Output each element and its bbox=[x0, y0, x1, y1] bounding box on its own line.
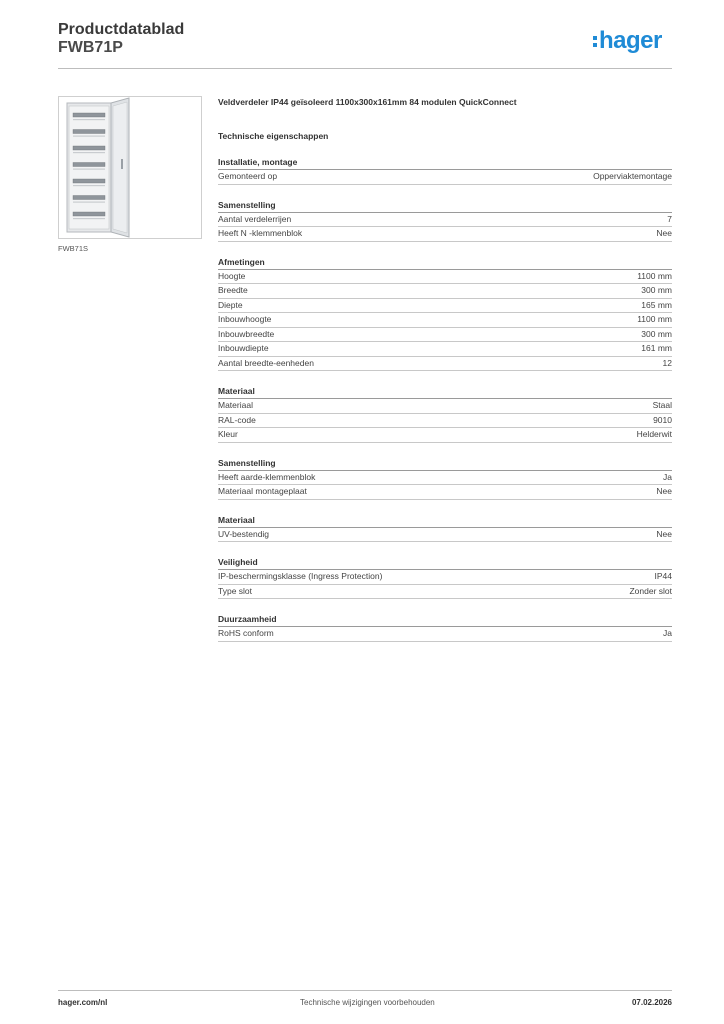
section-heading: Materiaal bbox=[218, 514, 672, 528]
spec-label: Diepte bbox=[218, 299, 243, 310]
spec-row bbox=[218, 342, 672, 357]
spec-value: Staal bbox=[652, 400, 672, 410]
spec-row bbox=[218, 313, 672, 328]
spec-row bbox=[218, 213, 672, 228]
spec-section bbox=[218, 613, 672, 642]
spec-row bbox=[218, 428, 672, 443]
spec-row bbox=[218, 270, 672, 285]
spec-row bbox=[218, 328, 672, 343]
spec-label: Aantal breedte-eenheden bbox=[218, 357, 314, 368]
spec-value: 1100 mm bbox=[637, 270, 672, 281]
spec-label: Breedte bbox=[218, 285, 248, 295]
spec-value: 7 bbox=[667, 213, 672, 224]
spec-section bbox=[218, 385, 672, 443]
spec-row bbox=[218, 627, 672, 642]
spec-label: UV-bestendig bbox=[218, 528, 270, 539]
spec-row bbox=[218, 399, 672, 414]
specs-title: Technische eigenschappen bbox=[218, 131, 329, 141]
spec-value: 1100 mm bbox=[637, 314, 672, 324]
spec-row bbox=[218, 471, 672, 486]
spec-row bbox=[218, 485, 672, 500]
spec-value: Nee bbox=[656, 228, 672, 238]
spec-value: 300 mm bbox=[641, 285, 672, 295]
product-image bbox=[58, 96, 202, 239]
section-heading: Veiligheid bbox=[218, 556, 672, 570]
section-heading: Installatie, montage bbox=[218, 156, 672, 170]
spec-value: Opperviaktemontage bbox=[593, 171, 672, 181]
spec-value: 165 mm bbox=[641, 299, 672, 310]
spec-label: Gemonteerd op bbox=[218, 171, 278, 181]
product-code: FWB71P bbox=[58, 39, 123, 56]
spec-label: Hoogte bbox=[218, 270, 246, 281]
spec-label: Materiaal bbox=[218, 400, 253, 410]
spec-label: Heeft aarde-klemmenblok bbox=[218, 471, 316, 482]
spec-label: IP-beschermingsklasse (Ingress Protection) bbox=[218, 571, 383, 581]
spec-row bbox=[218, 570, 672, 585]
spec-row bbox=[218, 528, 672, 543]
section-heading: Materiaal bbox=[218, 385, 672, 399]
spec-label: Materiaal montageplaat bbox=[218, 486, 307, 496]
spec-section bbox=[218, 156, 672, 185]
spec-section bbox=[218, 514, 672, 543]
spec-value: 12 bbox=[662, 357, 672, 368]
spec-value: 161 mm bbox=[641, 343, 672, 353]
spec-value: Helderwit bbox=[636, 429, 672, 439]
spec-row bbox=[218, 170, 672, 185]
spec-row bbox=[218, 414, 672, 429]
footer-divider bbox=[58, 990, 672, 991]
spec-section bbox=[218, 556, 672, 599]
header-divider bbox=[58, 68, 672, 69]
hager-logo bbox=[593, 28, 662, 54]
spec-section bbox=[218, 457, 672, 500]
spec-row bbox=[218, 585, 672, 600]
logo-text: hager bbox=[599, 27, 662, 54]
spec-row bbox=[218, 284, 672, 299]
spec-row bbox=[218, 299, 672, 314]
spec-row bbox=[218, 357, 672, 372]
spec-label: Heeft N -klemmenblok bbox=[218, 228, 303, 238]
spec-label: Inbouwdiepte bbox=[218, 343, 269, 353]
spec-label: Inbouwbreedte bbox=[218, 328, 275, 339]
footer-date: 07.02.2026 bbox=[631, 998, 672, 1007]
spec-value: 300 mm bbox=[641, 328, 672, 339]
spec-label: Inbouwhoogte bbox=[218, 314, 272, 324]
spec-value: IP44 bbox=[654, 571, 672, 581]
spec-label: Kleur bbox=[218, 429, 238, 439]
spec-sheet bbox=[218, 96, 672, 642]
page-title: Productdatablad bbox=[58, 21, 185, 38]
image-caption: FWB71S bbox=[58, 244, 89, 253]
spec-label: RoHS conform bbox=[218, 628, 274, 638]
section-heading: Samenstelling bbox=[218, 457, 672, 471]
section-heading: Duurzaamheid bbox=[218, 613, 672, 627]
section-heading: Afmetingen bbox=[218, 256, 672, 270]
spec-label: RAL-code bbox=[218, 414, 256, 425]
spec-value: Zonder slot bbox=[629, 585, 672, 596]
product-description: Veldverdeler IP44 geïsoleerd 1100x300x161mm 84 modulen QuickConnect bbox=[218, 97, 517, 107]
spec-value: Ja bbox=[663, 471, 672, 482]
spec-value: Nee bbox=[656, 486, 672, 496]
logo-dots-icon bbox=[593, 36, 597, 47]
footer-website[interactable]: hager.com/nl bbox=[58, 998, 108, 1007]
spec-value: Ja bbox=[663, 628, 672, 638]
spec-row bbox=[218, 227, 672, 242]
spec-label: Type slot bbox=[218, 585, 253, 596]
spec-value: Nee bbox=[656, 528, 672, 539]
section-heading: Samenstelling bbox=[218, 199, 672, 213]
spec-sections bbox=[218, 156, 672, 642]
distribution-cabinet-icon bbox=[59, 97, 201, 238]
spec-value: 9010 bbox=[653, 414, 672, 425]
spec-section bbox=[218, 199, 672, 242]
footer-disclaimer: Technische wijzigingen voorbehouden bbox=[300, 998, 435, 1007]
spec-section bbox=[218, 256, 672, 372]
spec-label: Aantal verdelerrijen bbox=[218, 213, 292, 224]
